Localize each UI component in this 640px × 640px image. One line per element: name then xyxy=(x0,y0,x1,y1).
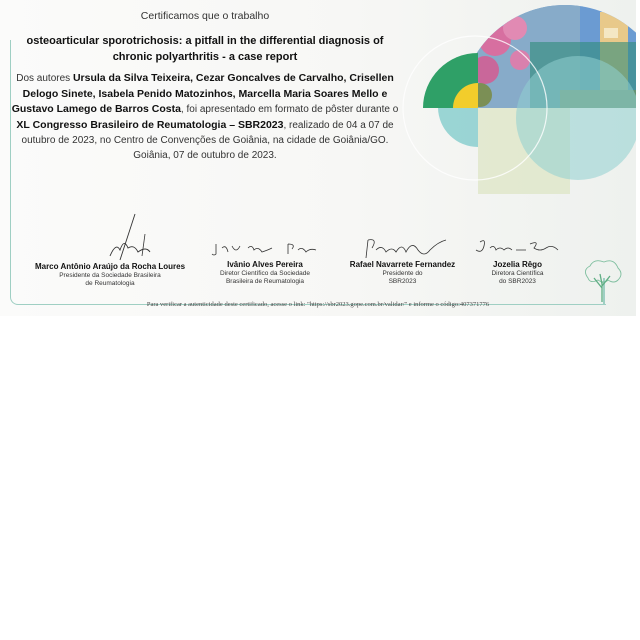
signatory-name: Ivânio Alves Pereira xyxy=(227,260,303,269)
signatory-name: Marco Antônio Araújo da Rocha Loures xyxy=(34,262,186,271)
event-details: , realizado de 04 a 07 de outubro de 2023, no Centro de Convenções de Goiânia, na cidade de Goiânia/GO. xyxy=(21,119,394,146)
signature-block-president xyxy=(30,212,190,288)
signature-rafael xyxy=(348,236,458,260)
signature-block-congress-president xyxy=(340,236,465,286)
signatory-role: Presidente do xyxy=(382,270,423,277)
signature-marco xyxy=(50,212,170,262)
signatory-name: Jozelia Rêgo xyxy=(493,260,542,269)
authors-list: Ursula da Silva Teixeira, Cezar Goncalves de Carvalho, Crisellen Delogo Sinete, Isabela Penido Matozinhos, Marcella Maria Soares Mello e Gustavo Lamego de Barros Costa xyxy=(11,72,394,115)
signature-block-congress-scientific-director xyxy=(470,236,565,286)
signature-jozelia xyxy=(470,236,565,260)
signatory-role: Brasileira de Reumatologia xyxy=(225,278,305,285)
dateline: Goiânia, 07 de outubro de 2023. xyxy=(133,150,277,161)
signature-block-scientific-director xyxy=(205,236,325,286)
signatory-role: do SBR2023 xyxy=(499,278,536,285)
verification-notice: Para verificar a autenticidade deste certificado, acesse o link: "https://sbr2023.gope.com.br/validar/" e informe o código:407371776 xyxy=(146,301,490,308)
authors-prefix: Dos autores xyxy=(16,73,73,84)
signatory-role: Presidente da Sociedade Brasileira xyxy=(59,272,161,279)
decorative-artwork xyxy=(400,0,636,200)
signatory-name: Rafael Navarrete Fernandez xyxy=(349,260,456,269)
certificate-intro: Certificamos que o trabalho xyxy=(140,10,270,22)
signatory-role: Diretor Científico da Sociedade xyxy=(220,270,310,277)
signatory-role: Diretora Científica xyxy=(491,270,544,277)
certificate xyxy=(0,0,636,316)
presented-text: , foi apresentado em formato de pôster durante o xyxy=(180,104,399,115)
signatory-role: SBR2023 xyxy=(388,278,417,285)
tree-icon xyxy=(580,258,624,304)
work-title: osteoarticular sporotrichosis: a pitfall in the differential diagnosis of chronic polyarthritis - a case report xyxy=(26,35,384,63)
signatory-role: de Reumatologia xyxy=(85,280,135,287)
signature-ivanio xyxy=(208,236,323,260)
certificate-body xyxy=(10,71,400,149)
event-name: XL Congresso Brasileiro de Reumatologia – SBR2023 xyxy=(16,118,284,131)
